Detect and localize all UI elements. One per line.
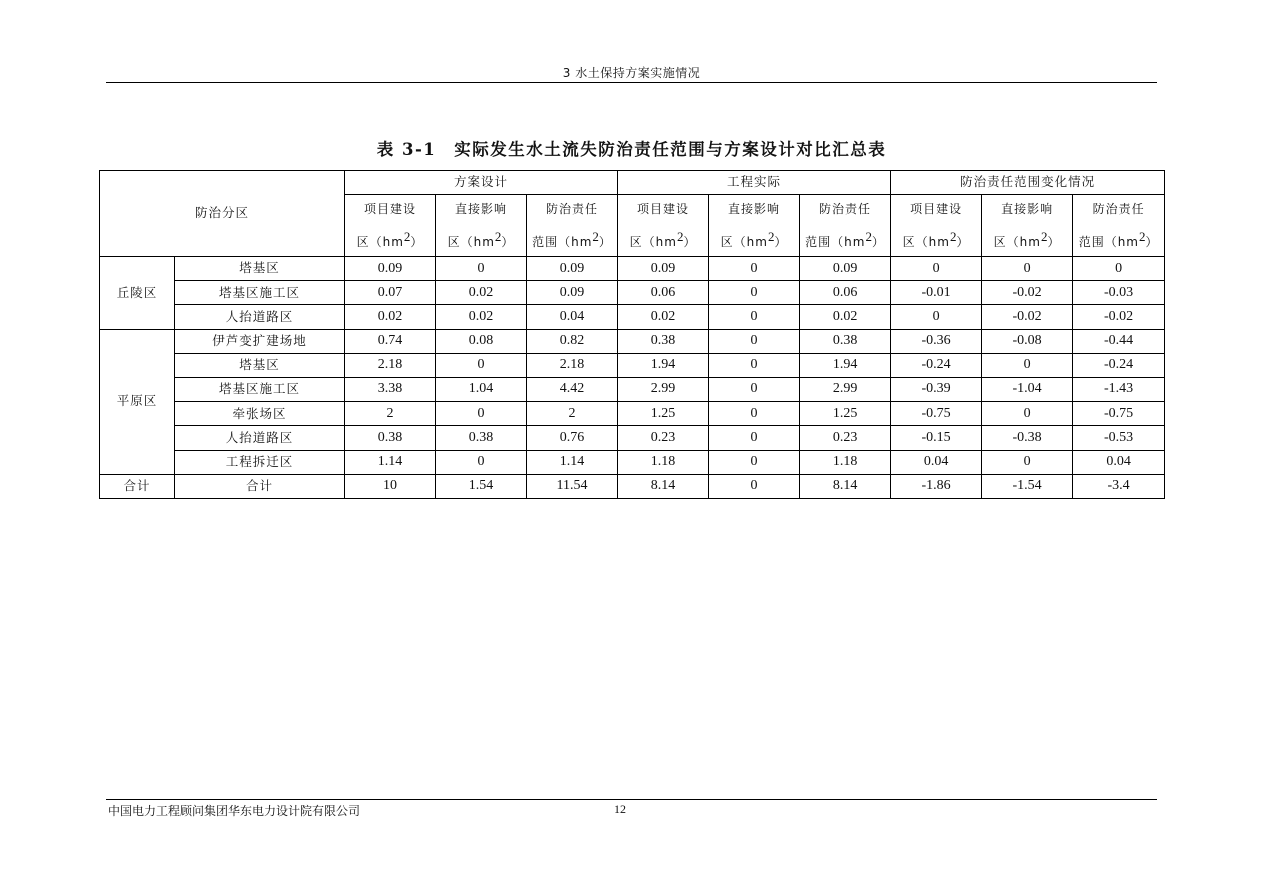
value-cell: 2.18 [527,353,618,377]
group-header-design: 方案设计 [345,171,618,195]
value-cell: -1.04 [982,377,1073,401]
subheader-unit-suffix: ） [871,235,885,249]
header-divider [106,82,1157,83]
subheader-line2 [800,223,890,256]
subheader-unit-suffix: ） [956,235,970,249]
value-cell: 0.38 [800,329,891,353]
value-cell: 11.54 [527,474,618,498]
table-row [100,450,1165,474]
subzone-cell: 塔基区施工区 [175,377,345,401]
table-body [100,257,1165,499]
value-cell: 0 [891,257,982,281]
value-cell: 0 [982,257,1073,281]
group-header-actual: 工程实际 [618,171,891,195]
subheader-change-direct-impact [982,195,1073,257]
subheader-line1: 防治责任 [546,202,599,216]
value-cell: 0 [709,474,800,498]
value-cell: -0.36 [891,329,982,353]
unit-superscript: 2 [494,229,502,244]
unit-superscript: 2 [592,229,599,244]
subheader-line1: 防治责任 [1092,202,1145,216]
value-cell: 1.94 [800,353,891,377]
unit-superscript: 2 [676,229,684,244]
value-cell: 0 [1073,257,1165,281]
subheader-unit-prefix: 区（hm [447,235,495,249]
value-cell: -0.02 [982,281,1073,305]
value-cell: 0.04 [1073,450,1165,474]
value-cell: -0.44 [1073,329,1165,353]
subheader-unit-prefix: 范围（hm [532,235,593,249]
value-cell: 0 [982,402,1073,426]
table-row [100,305,1165,329]
value-cell: 0 [436,353,527,377]
value-cell: 0.04 [527,305,618,329]
value-cell: 0 [436,402,527,426]
value-cell: 1.14 [345,450,436,474]
value-cell: 10 [345,474,436,498]
value-cell: -1.43 [1073,377,1165,401]
subzone-cell: 伊芦变扩建场地 [175,329,345,353]
value-cell: 0 [709,305,800,329]
subheader-line2 [618,223,708,256]
value-cell: 3.38 [345,377,436,401]
subzone-cell: 工程拆迁区 [175,450,345,474]
subheader-unit-suffix: ） [1145,235,1159,249]
value-cell: 0.09 [345,257,436,281]
value-cell: 1.25 [618,402,709,426]
value-cell: 0 [709,377,800,401]
value-cell: 0 [709,353,800,377]
value-cell: 0.23 [800,426,891,450]
value-cell: 8.14 [618,474,709,498]
subheader-line1: 项目建设 [910,202,963,216]
value-cell: -0.02 [1073,305,1165,329]
value-cell: 0 [891,305,982,329]
subheader-unit-suffix: ） [774,235,788,249]
subheader-design-project-area [345,195,436,257]
unit-superscript: 2 [403,229,411,244]
table-row [100,402,1165,426]
value-cell: 0.02 [436,305,527,329]
subheader-change-project-area [891,195,982,257]
value-cell: 0.06 [618,281,709,305]
unit-superscript: 2 [1040,229,1048,244]
value-cell: 0.07 [345,281,436,305]
subheader-unit-prefix: 区（hm [356,235,404,249]
value-cell: -0.75 [891,402,982,426]
subheader-line1: 直接影响 [728,202,781,216]
value-cell: 0 [709,281,800,305]
table-header [100,171,1165,257]
value-cell: -0.08 [982,329,1073,353]
zone-cell: 合计 [100,474,175,498]
comparison-table [99,170,1165,499]
subheader-line2 [891,223,981,256]
footer-company: 中国电力工程顾问集团华东电力设计院有限公司 [108,804,361,818]
value-cell: 1.94 [618,353,709,377]
value-cell: 2.99 [800,377,891,401]
value-cell: 1.25 [800,402,891,426]
unit-superscript: 2 [949,229,957,244]
value-cell: -0.03 [1073,281,1165,305]
subheader-unit-prefix: 区（hm [902,235,950,249]
value-cell: -0.15 [891,426,982,450]
value-cell: 0.09 [800,257,891,281]
page-number: 12 [614,802,626,816]
value-cell: 0.02 [800,305,891,329]
value-cell: 0.76 [527,426,618,450]
value-cell: 0 [982,353,1073,377]
value-cell: -1.86 [891,474,982,498]
value-cell: 0.38 [618,329,709,353]
value-cell: -0.24 [891,353,982,377]
value-cell: -0.24 [1073,353,1165,377]
value-cell: -0.02 [982,305,1073,329]
value-cell: 0.04 [891,450,982,474]
value-cell: 0.02 [345,305,436,329]
subheader-line2 [527,223,617,256]
value-cell: 0 [436,257,527,281]
zone-cell: 平原区 [100,329,175,474]
table-title: 表 3-1 实际发生水土流失防治责任范围与方案设计对比汇总表 [376,140,887,159]
subheader-unit-suffix: ） [501,235,515,249]
subheader-unit-prefix: 区（hm [993,235,1041,249]
value-cell: 1.18 [618,450,709,474]
value-cell: 0.38 [436,426,527,450]
footer-divider [106,799,1157,800]
subheader-unit-prefix: 区（hm [720,235,768,249]
value-cell: 0.02 [618,305,709,329]
value-cell: -0.39 [891,377,982,401]
value-cell: 0 [709,257,800,281]
table-row [100,257,1165,281]
table-row [100,377,1165,401]
value-cell: 2.18 [345,353,436,377]
value-cell: -1.54 [982,474,1073,498]
value-cell: 0 [709,426,800,450]
subzone-cell: 人抬道路区 [175,426,345,450]
value-cell: 0.02 [436,281,527,305]
value-cell: -0.01 [891,281,982,305]
subheader-unit-suffix: ） [683,235,697,249]
subheader-unit-suffix: ） [598,235,612,249]
value-cell: 0.38 [345,426,436,450]
value-cell: 2 [527,402,618,426]
subzone-cell: 塔基区 [175,257,345,281]
value-cell: -0.75 [1073,402,1165,426]
value-cell: 0.06 [800,281,891,305]
value-cell: 0.08 [436,329,527,353]
subzone-cell: 塔基区施工区 [175,281,345,305]
subheader-actual-responsibility-range [800,195,891,257]
value-cell: 8.14 [800,474,891,498]
group-header-change: 防治责任范围变化情况 [891,171,1165,195]
value-cell: -3.4 [1073,474,1165,498]
subzone-cell: 牵张场区 [175,402,345,426]
subheader-line1: 直接影响 [455,202,508,216]
table-row [100,281,1165,305]
value-cell: 0.09 [618,257,709,281]
corner-header: 防治分区 [100,171,345,257]
subheader-line1: 防治责任 [819,202,872,216]
subheader-actual-project-area [618,195,709,257]
subheader-line1: 项目建设 [637,202,690,216]
value-cell: 1.14 [527,450,618,474]
value-cell: 4.42 [527,377,618,401]
table-row [100,353,1165,377]
table-row [100,329,1165,353]
value-cell: -0.53 [1073,426,1165,450]
value-cell: -0.38 [982,426,1073,450]
value-cell: 0.09 [527,257,618,281]
value-cell: 1.18 [800,450,891,474]
subheader-unit-prefix: 范围（hm [1078,235,1139,249]
subzone-cell: 塔基区 [175,353,345,377]
subheader-unit-suffix: ） [410,235,424,249]
value-cell: 2 [345,402,436,426]
table-row [100,426,1165,450]
value-cell: 0 [709,329,800,353]
subheader-line2 [709,223,799,256]
running-header: 3 水土保持方案实施情况 [562,66,701,80]
subheader-line1: 项目建设 [364,202,417,216]
value-cell: 2.99 [618,377,709,401]
subheader-design-direct-impact [436,195,527,257]
subheader-unit-prefix: 区（hm [629,235,677,249]
subzone-cell: 合计 [175,474,345,498]
subheader-line2 [982,223,1072,256]
value-cell: 0.09 [527,281,618,305]
value-cell: 0 [709,402,800,426]
subheader-line1: 直接影响 [1001,202,1054,216]
value-cell: 0.82 [527,329,618,353]
value-cell: 1.54 [436,474,527,498]
table-row [100,474,1165,498]
unit-superscript: 2 [767,229,775,244]
subheader-design-responsibility-range [527,195,618,257]
value-cell: 1.04 [436,377,527,401]
subzone-cell: 人抬道路区 [175,305,345,329]
subheader-unit-prefix: 范围（hm [805,235,866,249]
value-cell: 0 [436,450,527,474]
subheader-line2 [1073,223,1164,256]
zone-cell: 丘陵区 [100,257,175,330]
value-cell: 0 [982,450,1073,474]
value-cell: 0.23 [618,426,709,450]
value-cell: 0.74 [345,329,436,353]
value-cell: 0 [709,450,800,474]
subheader-change-responsibility-range [1073,195,1165,257]
subheader-unit-suffix: ） [1047,235,1061,249]
subheader-line2 [436,223,526,256]
unit-superscript: 2 [865,229,872,244]
unit-superscript: 2 [1138,229,1146,244]
subheader-line2 [345,223,435,256]
subheader-actual-direct-impact [709,195,800,257]
